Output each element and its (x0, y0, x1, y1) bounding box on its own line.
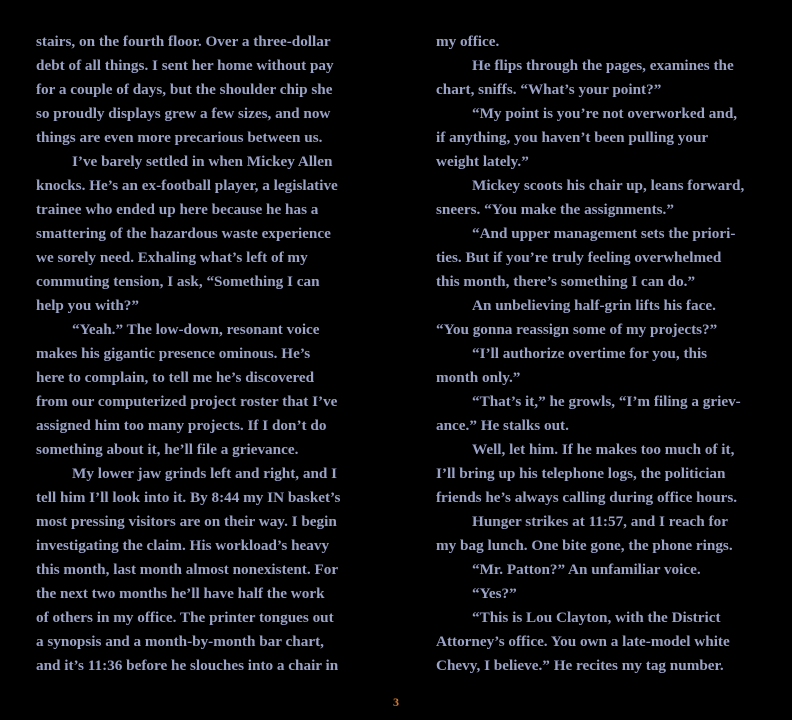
text-line: “And upper management sets the priori- (472, 225, 736, 242)
text-line: I’ve barely settled in when Mickey Allen (72, 153, 333, 170)
text-line: “Yes?” (472, 585, 517, 602)
text-line: Mickey scoots his chair up, leans forward, (472, 177, 745, 194)
text-line: and it’s 11:36 before he slouches into a chair in (36, 657, 339, 674)
text-line: ties. But if you’re truly feeling overwhelmed (436, 249, 722, 266)
text-line: “That’s it,” he growls, “I’m filing a griev- (472, 393, 741, 410)
text-line: assigned him too many projects. If I don’t do (36, 417, 327, 434)
page-number: 3 (393, 695, 399, 709)
text-line: something about it, he’ll file a grievance. (36, 441, 299, 458)
text-line: so proudly displays grew a few sizes, and now (36, 105, 331, 122)
text-line: if anything, you haven’t been pulling your (436, 129, 709, 146)
text-line: ance.” He stalks out. (436, 417, 569, 434)
text-line: debt of all things. I sent her home without pay (36, 57, 334, 74)
text-line: “This is Lou Clayton, with the District (472, 609, 721, 626)
text-line: of others in my office. The printer tongues out (36, 609, 334, 626)
text-line: a synopsis and a month-by-month bar chart, (36, 633, 324, 650)
text-line: my bag lunch. One bite gone, the phone rings. (436, 537, 733, 554)
text-line: weight lately.” (436, 153, 529, 170)
text-line: investigating the claim. His workload’s heavy (36, 537, 330, 554)
text-line: my office. (436, 33, 500, 50)
text-line: smattering of the hazardous waste experience (36, 225, 331, 242)
text-line: “You gonna reassign some of my projects?” (436, 321, 718, 338)
text-line: commuting tension, I ask, “Something I can (36, 273, 320, 290)
text-line: Hunger strikes at 11:57, and I reach for (472, 513, 728, 530)
text-line: most pressing visitors are on their way. I begin (36, 513, 337, 530)
text-line: for a couple of days, but the shoulder chip she (36, 81, 333, 98)
text-line: friends he’s always calling during office hours. (436, 489, 738, 506)
text-line: “Mr. Patton?” An unfamiliar voice. (472, 561, 701, 578)
right-text-column (436, 30, 756, 678)
text-line: help you with?” (36, 297, 139, 314)
text-line: “My point is you’re not overworked and, (472, 105, 738, 122)
text-line: knocks. He’s an ex-football player, a legislative (36, 177, 338, 194)
text-line: I’ll bring up his telephone logs, the politician (436, 465, 726, 482)
text-line: chart, sniffs. “What’s your point?” (436, 81, 662, 98)
text-line: My lower jaw grinds left and right, and I (72, 465, 338, 482)
text-line: tell him I’ll look into it. By 8:44 my IN basket’s (36, 489, 341, 506)
text-line: Well, let him. If he makes too much of it, (472, 441, 735, 458)
text-line: An unbelieving half-grin lifts his face. (472, 297, 716, 314)
text-line: things are even more precarious between us. (36, 129, 323, 146)
text-line: makes his gigantic presence ominous. He’s (36, 345, 311, 362)
text-line: from our computerized project roster that I’ve (36, 393, 338, 410)
text-line: “I’ll authorize overtime for you, this (472, 345, 708, 362)
text-line: this month, there’s something I can do.” (436, 273, 696, 290)
text-line: Chevy, I believe.” He recites my tag number. (436, 657, 724, 674)
text-line: trainee who ended up here because he has a (36, 201, 319, 218)
text-line: stairs, on the fourth floor. Over a three-dollar (36, 33, 331, 50)
text-line: Attorney’s office. You own a late-model white (436, 633, 730, 650)
text-line: “Yeah.” The low-down, resonant voice (72, 321, 320, 338)
left-text-column (36, 30, 356, 678)
text-line: we sorely need. Exhaling what’s left of my (36, 249, 308, 266)
text-line: the next two months he’ll have half the work (36, 585, 325, 602)
text-line: here to complain, to tell me he’s discovered (36, 369, 315, 386)
text-line: this month, last month almost nonexistent. For (36, 561, 339, 578)
text-line: month only.” (436, 369, 521, 386)
text-line: He flips through the pages, examines the (472, 57, 734, 74)
text-line: sneers. “You make the assignments.” (436, 201, 674, 218)
